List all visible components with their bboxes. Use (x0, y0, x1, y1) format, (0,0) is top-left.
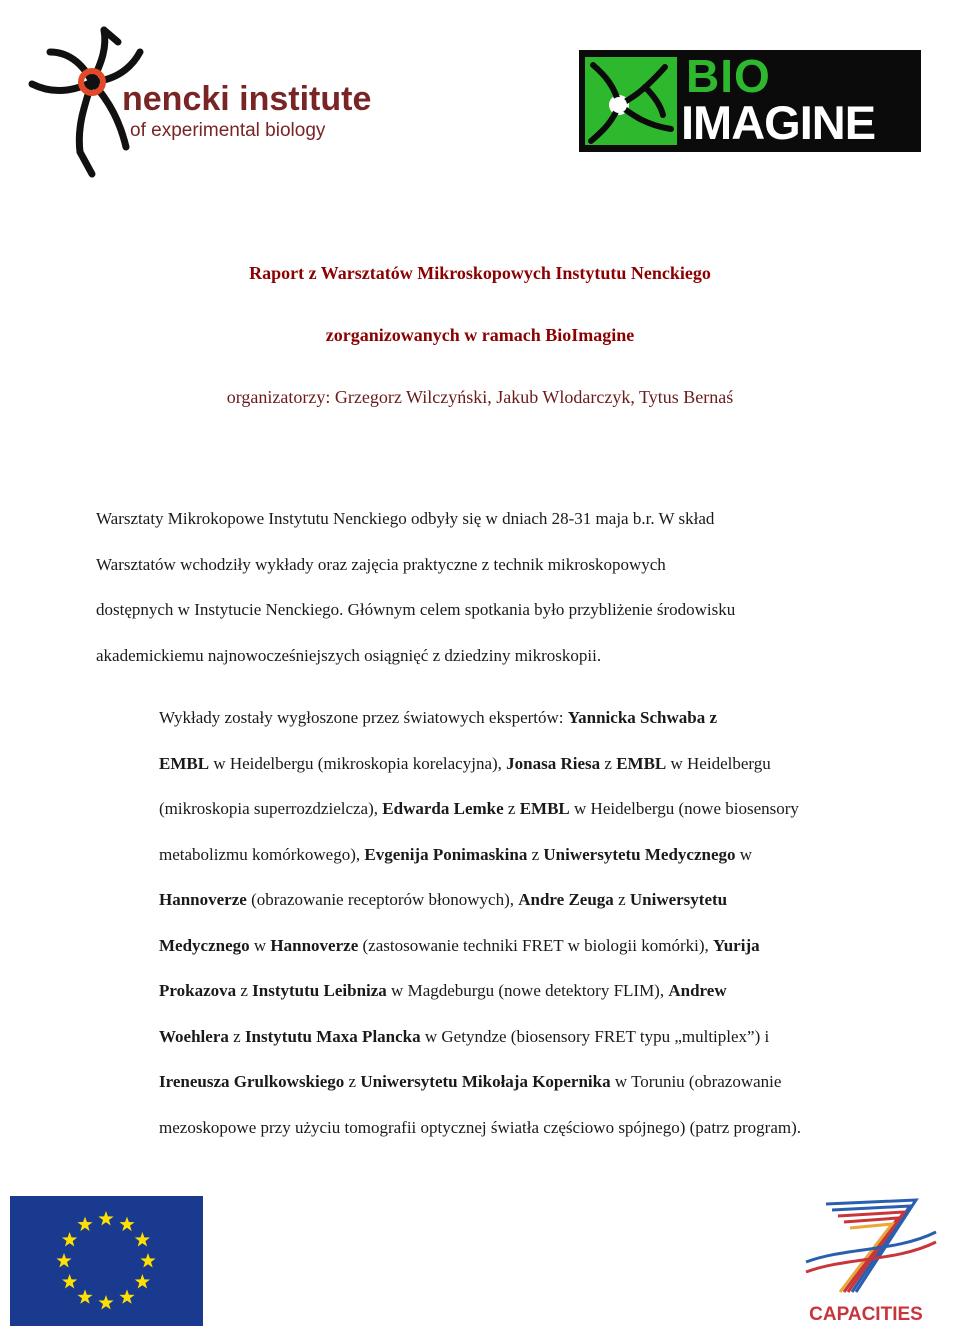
text: z (600, 753, 617, 773)
nencki-institute-name: nencki institute (122, 80, 372, 118)
text: z (228, 1026, 245, 1046)
bold-text: Prokazova (159, 981, 237, 1000)
text: w Magdeburgu (nowe detektory FLIM), (386, 981, 669, 1000)
bioimagine-logo (579, 50, 921, 152)
capacities-label: CAPACITIES (809, 1304, 923, 1325)
bold-text: Hannoverze (270, 935, 359, 955)
text: w (249, 935, 271, 955)
paragraph-line: Warsztatów wchodziły wykłady oraz zajęcia praktyczne z technik mikroskopowych (96, 554, 666, 574)
paragraph-line: Warsztaty Mikrokopowe Instytutu Nenckiego odbyły się w dniach 28-31 maja b.r. W skład (96, 509, 715, 528)
bold-text: Andrew (668, 981, 727, 1000)
text: (zastosowanie techniki FRET w biologii komórki), (358, 935, 714, 955)
text: (obrazowanie receptorów błonowych), (246, 890, 519, 909)
paragraph-line (96, 968, 856, 1014)
text: mezoskopowe przy użyciu tomografii optycznej światła częściowo spójnego) (patrz program). (159, 1117, 801, 1137)
bold-text: Woehlera (159, 1026, 229, 1046)
lectures-paragraph (96, 695, 856, 1150)
eu-star-icon (119, 1217, 134, 1232)
text: w Heidelbergu (666, 753, 771, 773)
paragraph-line (96, 1059, 856, 1105)
text: (mikroskopia superrozdzielcza), (159, 799, 383, 818)
paragraph-line (96, 786, 856, 832)
bold-text: Hannoverze (159, 890, 247, 909)
bioimagine-text-imagine: IMAGINE (681, 96, 876, 149)
eu-star-icon (62, 1274, 77, 1289)
eu-star-icon (98, 1211, 113, 1226)
eu-star-icon (62, 1232, 77, 1247)
paragraph-line (96, 832, 856, 878)
nencki-institute-subtitle: of experimental biology (130, 120, 326, 141)
text: z (527, 844, 544, 864)
eu-star-icon (140, 1253, 155, 1268)
intro-paragraph (96, 496, 856, 678)
bold-text: Instytutu Leibniza (252, 981, 387, 1000)
bold-text: Yannicka Schwaba z (567, 708, 718, 727)
bold-text: Ireneusza Grulkowskiego (159, 1072, 345, 1091)
report-title: Raport z Warsztatów Mikroskopowych Instytutu Nenckiego (249, 263, 711, 283)
eu-star-icon (98, 1295, 113, 1310)
paragraph-line (96, 695, 856, 741)
text: w Heidelbergu (mikroskopia korelacyjna), (209, 753, 507, 773)
paragraph-line (96, 1105, 856, 1151)
paragraph-line: dostępnych w Instytucie Nenckiego. Głównym celem spotkania było przybliżenie środowisku (96, 600, 736, 619)
bold-text: Uniwersytetu Medycznego (543, 844, 736, 864)
bold-text: Uniwersytetu (629, 890, 728, 909)
paragraph-line (96, 1014, 856, 1060)
text: Wykłady zostały wygłoszone przez światowych ekspertów: (159, 708, 568, 727)
eu-star-icon (135, 1274, 150, 1289)
bold-text: Edwarda Lemke (382, 799, 504, 818)
bold-text: EMBL (519, 799, 570, 818)
text: w Heidelbergu (nowe biosensory (569, 799, 799, 818)
eu-star-icon (56, 1253, 71, 1268)
bold-text: Medycznego (159, 935, 250, 955)
bold-text: Yurija (713, 935, 760, 955)
eu-star-icon (77, 1217, 92, 1232)
text: z (344, 1072, 361, 1091)
bold-text: EMBL (159, 753, 210, 773)
bold-text: Uniwersytetu Mikołaja Kopernika (360, 1072, 611, 1091)
text: metabolizmu komórkowego), (159, 844, 365, 864)
organizers-line: organizatorzy: Grzegorz Wilczyński, Jakub Wlodarczyk, Tytus Bernaś (226, 387, 734, 407)
eu-flag-icon (10, 1196, 203, 1326)
eu-star-icon (119, 1289, 134, 1303)
eu-star-icon (77, 1289, 92, 1303)
text: w Toruniu (obrazowanie (610, 1072, 782, 1091)
bold-text: Jonasa Riesa (506, 753, 601, 773)
bioimagine-text-bio: BIO (686, 50, 771, 102)
paragraph-line (96, 877, 856, 923)
report-subtitle: zorganizowanych w ramach BioImagine (325, 325, 635, 345)
fp7-capacities-logo (786, 1192, 946, 1332)
text: z (236, 981, 253, 1000)
text: z (503, 799, 520, 818)
text: w Getyndze (biosensory FRET typu „multiplex”) i (420, 1026, 770, 1046)
bold-text: EMBL (616, 753, 667, 773)
paragraph-line (96, 741, 856, 787)
text: z (613, 890, 630, 909)
eu-star-icon (135, 1232, 150, 1247)
bold-text: Evgenija Ponimaskina (364, 844, 528, 864)
text: w (735, 844, 753, 864)
paragraph-line: akademickiemu najnowocześniejszych osiągnięć z dziedziny mikroskopii. (96, 645, 602, 665)
paragraph-line (96, 923, 856, 969)
bioimagine-cell-icon (585, 57, 677, 145)
bold-text: Andre Zeuga (518, 890, 614, 909)
bold-text: Instytutu Maxa Plancka (244, 1026, 421, 1046)
